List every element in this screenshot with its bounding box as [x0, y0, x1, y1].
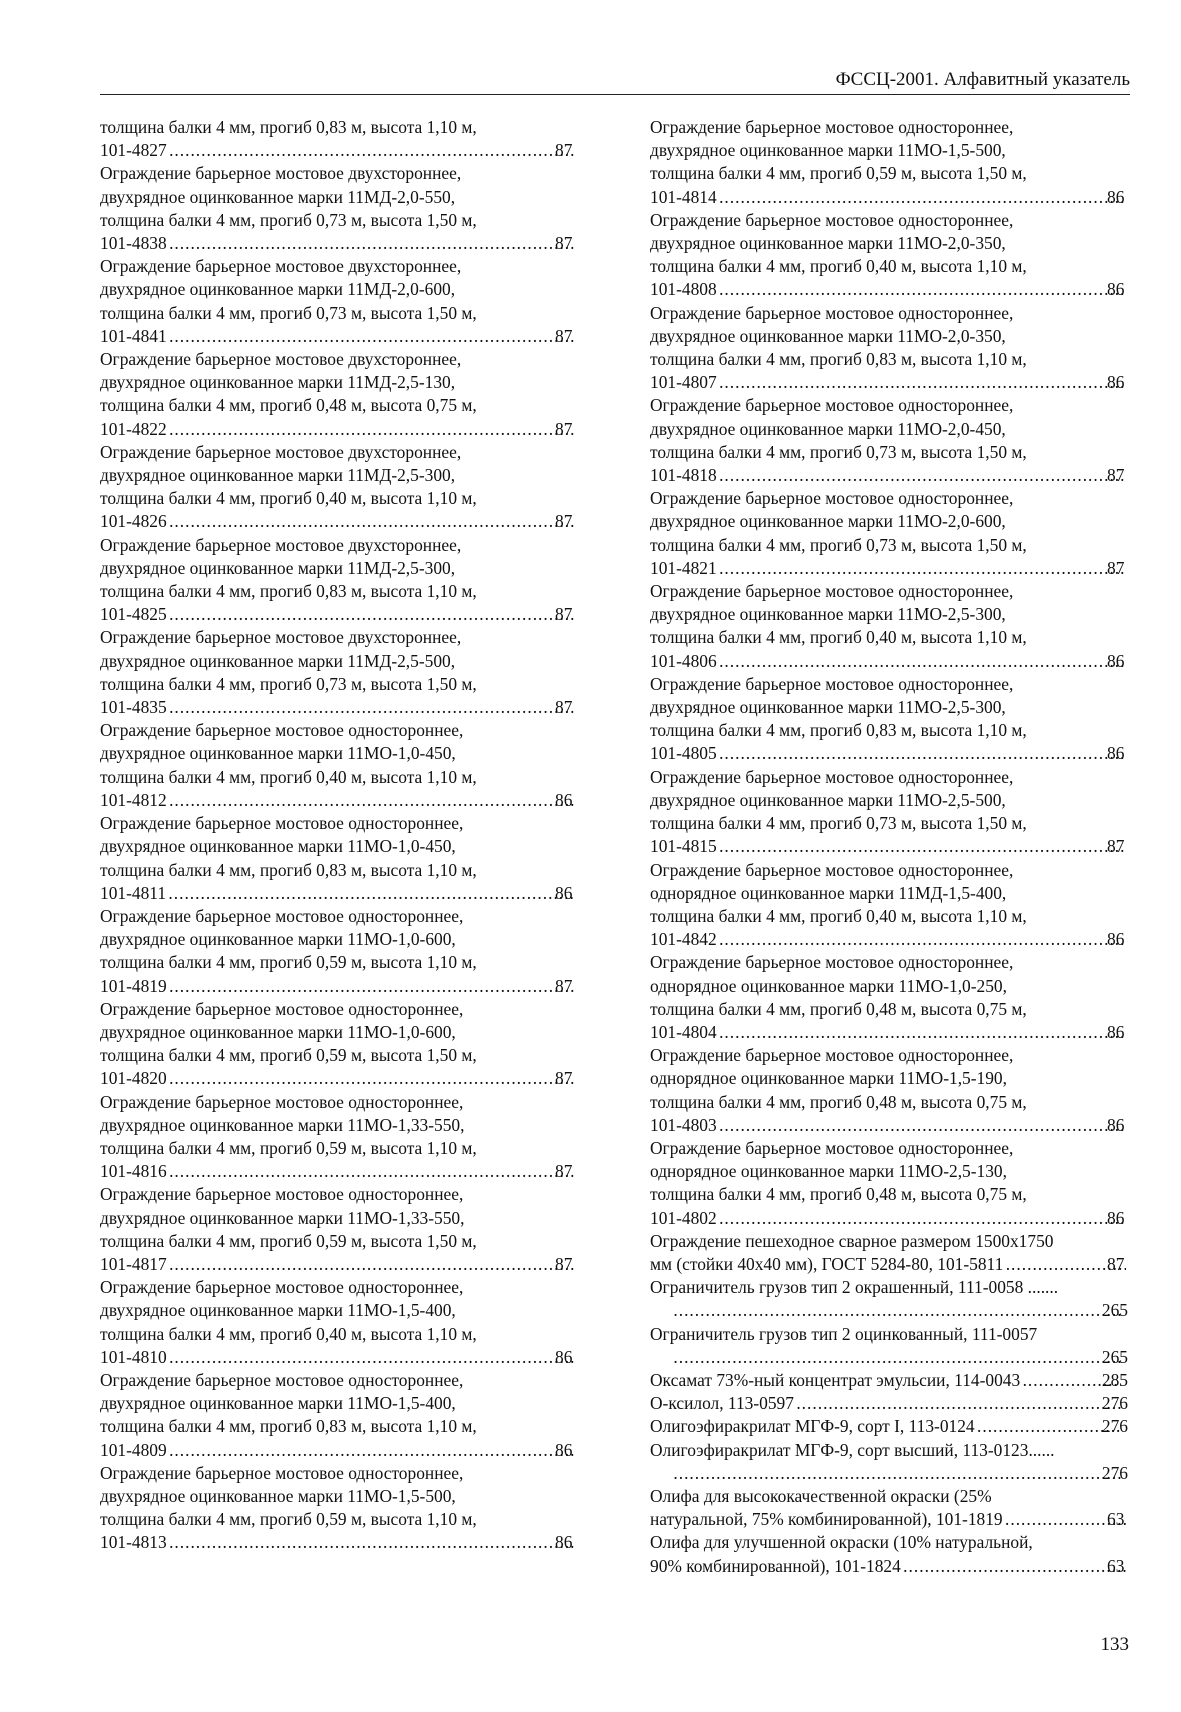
entry-text-line: Ограждение барьерное мостовое двухстороннее, [100, 627, 462, 648]
dot-leader [719, 835, 1126, 858]
dot-leader [673, 1462, 1121, 1485]
entry-text-line: двухрядное оцинкованное марки 11МО-1,5-400, [100, 1393, 456, 1414]
entry-page-ref: 285 [1101, 1369, 1128, 1390]
entry-code: 101-4806 [650, 650, 717, 671]
dot-leader [168, 882, 574, 905]
entry-reference-row: 101-4811 ..... 86 [121, 882, 576, 905]
dot-leader [169, 1531, 574, 1554]
entry-text-line: двухрядное оцинкованное марки 11МД-2,0-550, [100, 186, 456, 207]
entry-text-line: толщина балки 4 мм, прогиб 0,48 м, высота 0,75 м, [100, 395, 477, 416]
entry-page-ref: 265 [1101, 1300, 1128, 1321]
entry-code: 101-4815 [650, 836, 717, 857]
entry-code: 101-4811 [100, 882, 167, 903]
entry-text-line: двухрядное оцинкованное марки 11МО-2,0-350, [650, 233, 1006, 254]
index-entry [100, 905, 576, 998]
entry-text-line: Ограждение барьерное мостовое одностороннее, [650, 395, 1014, 416]
entry-text-line: двухрядное оцинкованное марки 11МД-2,5-500, [100, 650, 456, 671]
entry-text-line: Ограждение барьерное мостовое одностороннее, [650, 859, 1014, 880]
entry-text-line: Олигоэфиракрилат МГФ-9, сорт высший, 113-0123...... [650, 1439, 1055, 1460]
entry-text-line: толщина балки 4 мм, прогиб 0,83 м, высота 1,10 м, [100, 859, 477, 880]
entry-reference-row: 101-4814 ..... 86 [671, 186, 1128, 209]
entry-code: 101-4822 [100, 418, 167, 439]
entry-text-line: двухрядное оцинкованное марки 11МО-2,0-350, [650, 325, 1006, 346]
entry-reference-row: натуральной, 75% комбинированной), 101-1819 ..... 63 [671, 1508, 1128, 1531]
entry-text-line: Ограничитель грузов тип 2 оцинкованный, 111-0057 [650, 1323, 1038, 1344]
entry-code: 101-4818 [650, 465, 717, 486]
dot-leader [719, 186, 1126, 209]
entry-reference-row: 101-4827 ..... 87 [121, 139, 576, 162]
entry-page-ref: 276 [1101, 1393, 1128, 1414]
index-column-right [650, 116, 1128, 1578]
dot-leader [719, 650, 1126, 673]
entry-text-line: двухрядное оцинкованное марки 11МО-1,0-450, [100, 743, 456, 764]
entry-text-line: Ограждение барьерное мостовое одностороннее, [100, 720, 464, 741]
entry-reference-row: 101-4812 ..... 86 [121, 789, 576, 812]
entry-text-line: толщина балки 4 мм, прогиб 0,40 м, высота 1,10 м, [650, 256, 1027, 277]
entry-text-line: Ограждение барьерное мостовое двухстороннее, [100, 256, 462, 277]
entry-reference-row: 101-4810 ..... 86 [121, 1346, 576, 1369]
entry-text-line: Ограничитель грузов тип 2 окрашенный, 111-0058 ....... [650, 1277, 1059, 1298]
entry-code: 101-4812 [100, 789, 167, 810]
entry-code: 101-4821 [650, 557, 717, 578]
index-entry [100, 534, 576, 627]
entry-code: 101-4835 [100, 697, 167, 718]
dot-leader [977, 1415, 1121, 1438]
entry-code: 101-4813 [100, 1532, 167, 1553]
entry-reference-row [671, 1462, 1128, 1485]
entry-text-line: толщина балки 4 мм, прогиб 0,73 м, высота 1,50 м, [100, 302, 477, 323]
entry-code: 101-4827 [100, 140, 167, 161]
entry-text-line: Ограждение барьерное мостовое одностороннее, [650, 302, 1014, 323]
entry-reference-row: 101-4835 ..... 87 [121, 696, 576, 719]
entry-reference-row: 101-4838 ..... 87 [121, 232, 576, 255]
index-entry [650, 859, 1128, 952]
entry-text-line: Ограждение барьерное мостовое одностороннее, [650, 581, 1014, 602]
entry-text-line: толщина балки 4 мм, прогиб 0,73 м, высота 1,50 м, [100, 673, 477, 694]
entry-text-line: двухрядное оцинкованное марки 11МО-1,0-600, [100, 1021, 456, 1042]
dot-leader [903, 1555, 1126, 1578]
dot-leader [673, 1346, 1121, 1369]
entry-text-line: двухрядное оцинкованное марки 11МО-2,0-450, [650, 418, 1006, 439]
index-entry [100, 812, 576, 905]
entry-text-line: Ограждение барьерное мостовое одностороннее, [650, 952, 1014, 973]
index-entry [650, 116, 1128, 209]
index-entry [100, 1183, 576, 1276]
entry-reference-row: 101-4808 ..... 86 [671, 278, 1128, 301]
entry-code: О-ксилол, 113-0597 [650, 1393, 794, 1414]
entry-text-line: двухрядное оцинкованное марки 11МО-2,5-300, [650, 697, 1006, 718]
entry-text-line: толщина балки 4 мм, прогиб 0,83 м, высота 1,10 м, [100, 1416, 477, 1437]
entry-reference-row: 101-4825 ..... 87 [121, 603, 576, 626]
index-entry [100, 1369, 576, 1462]
entry-text-line: Ограждение барьерное мостовое одностороннее, [650, 1045, 1014, 1066]
dot-leader [169, 696, 574, 719]
entry-text-line: двухрядное оцинкованное марки 11МО-1,5-500, [650, 140, 1006, 161]
entry-text-line: толщина балки 4 мм, прогиб 0,73 м, высота 1,50 м, [100, 209, 477, 230]
index-entry [650, 1531, 1128, 1577]
entry-text-line: Ограждение барьерное мостовое двухстороннее, [100, 534, 462, 555]
entry-reference-row: 101-4813 ..... 86 [121, 1531, 576, 1554]
entry-reference-row: 101-4826 ..... 87 [121, 510, 576, 533]
entry-code: 101-4804 [650, 1021, 717, 1042]
index-entry [100, 116, 576, 162]
entry-code: 101-4814 [650, 186, 717, 207]
entry-page-ref: 265 [1101, 1346, 1128, 1367]
index-entry [650, 394, 1128, 487]
entry-code: 101-4841 [100, 325, 167, 346]
entry-text-line: двухрядное оцинкованное марки 11МО-1,33-550, [100, 1207, 465, 1228]
index-entry [650, 673, 1128, 766]
header-title: ФССЦ-2001. Алфавитный указатель [835, 69, 1130, 90]
entry-text-line: Ограждение барьерное мостовое одностороннее, [100, 1277, 464, 1298]
dot-leader [719, 1207, 1126, 1230]
index-column-left [100, 116, 576, 1555]
index-entry [100, 441, 576, 534]
entry-code: 101-4817 [100, 1253, 167, 1274]
entry-text-line: Ограждение барьерное мостовое одностороннее, [100, 813, 464, 834]
entry-reference-row: 101-4802 ..... 86 [671, 1207, 1128, 1230]
dot-leader [169, 1439, 574, 1462]
index-entry [650, 487, 1128, 580]
dot-leader [719, 371, 1126, 394]
index-entry [650, 1392, 1128, 1415]
index-entry [650, 1439, 1128, 1485]
entry-code: 101-4802 [650, 1207, 717, 1228]
index-entry [650, 1415, 1128, 1438]
entry-text-line: Ограждение барьерное мостовое одностороннее, [650, 766, 1014, 787]
entry-text-line: толщина балки 4 мм, прогиб 0,59 м, высота 1,10 м, [100, 1137, 477, 1158]
index-entry [100, 255, 576, 348]
entry-reference-row: 101-4841 ..... 87 [121, 325, 576, 348]
dot-leader [673, 1299, 1121, 1322]
entry-text-line: толщина балки 4 мм, прогиб 0,59 м, высота 1,50 м, [100, 1230, 477, 1251]
dot-leader [169, 789, 574, 812]
entry-text-line: двухрядное оцинкованное марки 11МД-2,5-300, [100, 465, 456, 486]
index-entry [650, 1044, 1128, 1137]
index-entry [100, 1091, 576, 1184]
entry-code: мм (стойки 40х40 мм), ГОСТ 5284-80, 101-5811 [650, 1253, 1004, 1274]
dot-leader [719, 928, 1126, 951]
entry-reference-row: 101-4819 ..... 87 [121, 975, 576, 998]
dot-leader [169, 1067, 574, 1090]
entry-text-line: двухрядное оцинкованное марки 11МО-2,5-500, [650, 789, 1006, 810]
index-entry [100, 348, 576, 441]
index-entry [650, 1137, 1128, 1230]
entry-text-line: толщина балки 4 мм, прогиб 0,83 м, высота 1,10 м, [100, 581, 477, 602]
dot-leader [169, 1160, 574, 1183]
entry-reference-row: мм (стойки 40х40 мм), ГОСТ 5284-80, 101-5811 ..... 87 [671, 1253, 1128, 1276]
entry-reference-row: 101-4821 ..... 87 [671, 557, 1128, 580]
entry-text-line: толщина балки 4 мм, прогиб 0,59 м, высота 1,10 м, [100, 952, 477, 973]
index-entry [650, 766, 1128, 859]
index-entry [650, 302, 1128, 395]
entry-text-line: Ограждение барьерное мостовое одностороннее, [650, 209, 1014, 230]
dot-leader [169, 418, 574, 441]
entry-text-line: двухрядное оцинкованное марки 11МД-2,0-600, [100, 279, 456, 300]
entry-text-line: толщина балки 4 мм, прогиб 0,40 м, высота 1,10 м, [100, 488, 477, 509]
entry-text-line: Ограждение барьерное мостовое одностороннее, [100, 1091, 464, 1112]
entry-text-line: двухрядное оцинкованное марки 11МО-1,0-600, [100, 929, 456, 950]
index-entry [650, 951, 1128, 1044]
dot-leader [719, 278, 1126, 301]
entry-text-line: двухрядное оцинкованное марки 11МО-1,5-500, [100, 1485, 456, 1506]
dot-leader [719, 464, 1126, 487]
dot-leader [169, 510, 574, 533]
index-entry [650, 580, 1128, 673]
entry-text-line: Ограждение барьерное мостовое одностороннее, [650, 488, 1014, 509]
index-entry [650, 1276, 1128, 1322]
entry-code: натуральной, 75% комбинированной), 101-1819 [650, 1509, 1003, 1530]
entry-reference-row: 101-4822 ..... 87 [121, 418, 576, 441]
entry-reference-row: 101-4803 ..... 86 [671, 1114, 1128, 1137]
dot-leader [169, 975, 574, 998]
entry-code: 101-4842 [650, 929, 717, 950]
index-entry [650, 1485, 1128, 1531]
entry-text-line: однорядное оцинкованное марки 11МО-2,5-130, [650, 1161, 1007, 1182]
dot-leader [719, 1114, 1126, 1137]
entry-code: Олигоэфиракрилат МГФ-9, сорт I, 113-0124 [650, 1416, 975, 1437]
entry-text-line: Ограждение барьерное мостовое одностороннее, [650, 117, 1014, 137]
entry-code: 101-4810 [100, 1346, 167, 1367]
entry-reference-row: 101-4807 ..... 86 [671, 371, 1128, 394]
entry-text-line: толщина балки 4 мм, прогиб 0,73 м, высота 1,50 м, [650, 534, 1027, 555]
entry-text-line: толщина балки 4 мм, прогиб 0,48 м, высота 0,75 м, [650, 1091, 1027, 1112]
dot-leader [169, 325, 574, 348]
entry-text-line: двухрядное оцинкованное марки 11МО-2,5-300, [650, 604, 1006, 625]
index-entry [100, 626, 576, 719]
entry-text-line: толщина балки 4 мм, прогиб 0,48 м, высота 0,75 м, [650, 1184, 1027, 1205]
entry-text-line: двухрядное оцинкованное марки 11МО-2,0-600, [650, 511, 1006, 532]
entry-reference-row: 101-4842 ..... 86 [671, 928, 1128, 951]
entry-text-line: толщина балки 4 мм, прогиб 0,40 м, высота 1,10 м, [650, 905, 1027, 926]
entry-reference-row [671, 1346, 1128, 1369]
entry-code: 101-4807 [650, 372, 717, 393]
entry-reference-row: 101-4818 ..... 87 [671, 464, 1128, 487]
entry-text-line: Ограждение барьерное мостовое двухстороннее, [100, 163, 462, 184]
entry-text-line: однорядное оцинкованное марки 11МО-1,5-190, [650, 1068, 1007, 1089]
entry-text-line: Ограждение барьерное мостовое одностороннее, [100, 998, 464, 1019]
entry-reference-row: 90% комбинированной), 101-1824 ..... 63 [671, 1555, 1128, 1578]
dot-leader [169, 139, 574, 162]
index-entry [100, 998, 576, 1091]
entry-code: Оксамат 73%-ный концентрат эмульсии, 114-0043 [650, 1369, 1021, 1390]
entry-text-line: Олифа для высококачественной окраски (25% [650, 1485, 992, 1506]
entry-reference-row: 101-4805 ..... 86 [671, 742, 1128, 765]
entry-text-line: Ограждение барьерное мостовое двухстороннее, [100, 441, 462, 462]
entry-code: 101-4838 [100, 233, 167, 254]
entry-text-line: двухрядное оцинкованное марки 11МО-1,5-400, [100, 1300, 456, 1321]
entry-text-line: толщина балки 4 мм, прогиб 0,40 м, высота 1,10 м, [100, 1323, 477, 1344]
page-number: 133 [1100, 1634, 1129, 1655]
entry-text-line: Ограждение барьерное мостовое одностороннее, [100, 1369, 464, 1390]
dot-leader [169, 1253, 574, 1276]
entry-code: 101-4809 [100, 1439, 167, 1460]
entry-text-line: толщина балки 4 мм, прогиб 0,59 м, высота 1,50 м, [100, 1045, 477, 1066]
index-entry [100, 1462, 576, 1555]
entry-code: 101-4816 [100, 1161, 167, 1182]
entry-reference-row: 101-4804 ..... 86 [671, 1021, 1128, 1044]
entry-code: 101-4819 [100, 975, 167, 996]
entry-text-line: толщина балки 4 мм, прогиб 0,48 м, высота 0,75 м, [650, 998, 1027, 1019]
entry-reference-row [650, 1369, 1128, 1392]
dot-leader [719, 1021, 1126, 1044]
entry-text-line: однорядное оцинкованное марки 11МО-1,0-250, [650, 975, 1007, 996]
entry-code: 101-4803 [650, 1114, 717, 1135]
entry-text-line: толщина балки 4 мм, прогиб 0,73 м, высота 1,50 м, [650, 813, 1027, 834]
entry-text-line: толщина балки 4 мм, прогиб 0,40 м, высота 1,10 м, [650, 627, 1027, 648]
entry-code: 90% комбинированной), 101-1824 [650, 1555, 901, 1576]
entry-text-line: Олифа для улучшенной окраски (10% натуральной, [650, 1532, 1033, 1553]
index-entry [650, 1323, 1128, 1369]
entry-text-line: двухрядное оцинкованное марки 11МД-2,5-300, [100, 557, 456, 578]
entry-reference-row: 101-4815 ..... 87 [671, 835, 1128, 858]
entry-text-line: двухрядное оцинкованное марки 11МО-1,33-550, [100, 1114, 465, 1135]
entry-page-ref: 276 [1101, 1416, 1128, 1437]
entry-text-line: толщина балки 4 мм, прогиб 0,59 м, высота 1,10 м, [100, 1509, 477, 1530]
entry-code: 101-4826 [100, 511, 167, 532]
entry-text-line: Ограждение барьерное мостовое одностороннее, [100, 1184, 464, 1205]
entry-text-line: толщина балки 4 мм, прогиб 0,59 м, высота 1,50 м, [650, 163, 1027, 184]
entry-code: 101-4808 [650, 279, 717, 300]
entry-text-line: толщина балки 4 мм, прогиб 0,83 м, высота 1,10 м, [100, 117, 477, 137]
running-header [100, 60, 1130, 95]
index-entry [650, 209, 1128, 302]
entry-reference-row [650, 1415, 1128, 1438]
entry-text-line: толщина балки 4 мм, прогиб 0,83 м, высота 1,10 м, [650, 720, 1027, 741]
dot-leader [796, 1392, 1121, 1415]
entry-reference-row [671, 1299, 1128, 1322]
dot-leader [169, 1346, 574, 1369]
entry-reference-row: 101-4809 ..... 86 [121, 1439, 576, 1462]
entry-text-line: однорядное оцинкованное марки 11МД-1,5-400, [650, 882, 1007, 903]
index-entry [100, 719, 576, 812]
index-entry [100, 1276, 576, 1369]
entry-text-line: Ограждение барьерное мостовое одностороннее, [650, 673, 1014, 694]
dot-leader [169, 603, 574, 626]
entry-text-line: Ограждение пешеходное сварное размером 1500х1750 [650, 1230, 1054, 1251]
entry-code: 101-4825 [100, 604, 167, 625]
entry-page-ref: 276 [1101, 1462, 1128, 1483]
entry-text-line: толщина балки 4 мм, прогиб 0,73 м, высота 1,50 м, [650, 441, 1027, 462]
entry-text-line: Ограждение барьерное мостовое одностороннее, [100, 905, 464, 926]
entry-text-line: толщина балки 4 мм, прогиб 0,83 м, высота 1,10 м, [650, 349, 1027, 370]
entry-reference-row: 101-4817 ..... 87 [121, 1253, 576, 1276]
index-entry [100, 162, 576, 255]
entry-reference-row: 101-4816 ..... 87 [121, 1160, 576, 1183]
entry-text-line: Ограждение барьерное мостовое одностороннее, [100, 1462, 464, 1483]
entry-text-line: двухрядное оцинкованное марки 11МО-1,0-450, [100, 836, 456, 857]
entry-text-line: Ограждение барьерное мостовое одностороннее, [650, 1137, 1014, 1158]
dot-leader [169, 232, 574, 255]
entry-text-line: Ограждение барьерное мостовое двухстороннее, [100, 349, 462, 370]
index-entry [650, 1369, 1128, 1392]
dot-leader [719, 557, 1126, 580]
entry-code: 101-4820 [100, 1068, 167, 1089]
entry-code: 101-4805 [650, 743, 717, 764]
entry-text-line: двухрядное оцинкованное марки 11МД-2,5-130, [100, 372, 456, 393]
entry-reference-row: 101-4806 ..... 86 [671, 650, 1128, 673]
entry-reference-row: 101-4820 ..... 87 [121, 1067, 576, 1090]
index-entry [650, 1230, 1128, 1276]
entry-text-line: толщина балки 4 мм, прогиб 0,40 м, высота 1,10 м, [100, 766, 477, 787]
dot-leader [719, 742, 1126, 765]
entry-reference-row [650, 1392, 1128, 1415]
